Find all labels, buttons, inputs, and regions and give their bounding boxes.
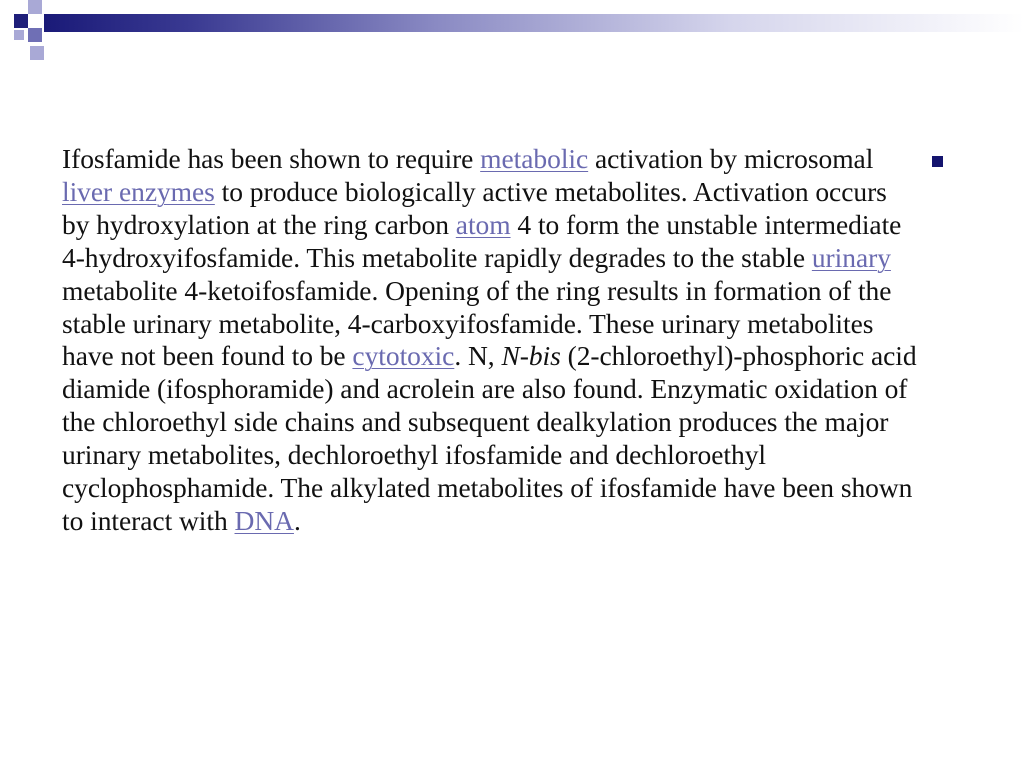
text-segment: Ifosfamide has been shown to require: [62, 143, 481, 174]
slide-body-text: [62, 143, 920, 538]
header-square-light: [28, 0, 42, 14]
link-metabolic[interactable]: metabolic: [480, 143, 589, 174]
text-segment: 4 to form the unstable intermediate 4-hydroxyifosfamide. This metabolite rapidly degrades to the stable: [62, 208, 902, 273]
link-cytotoxic[interactable]: cytotoxic: [352, 340, 455, 372]
link-urinary[interactable]: urinary: [811, 241, 891, 273]
bullet-square-icon: [932, 156, 943, 167]
text-segment: (2-chloroethyl)-phosphoric acid diamide (ifosphoramide) and acrolein are also found. Enzymatic oxidation of the chloroethyl side chains and subsequent dealkylation produces the major urinary metabolites, dechloroethyl ifosfamide and dechloroethyl cyclophosphamide. The alkylated metabolites of ifosfamide have been shown to interact with: [62, 340, 917, 536]
slide-header-decoration: [0, 0, 1024, 70]
header-square-light: [14, 30, 24, 40]
italic-n-bis: N-bis: [501, 340, 561, 372]
link-liver-enzymes[interactable]: liver enzymes: [62, 175, 215, 207]
header-square-light: [30, 46, 44, 60]
text-segment: .: [293, 504, 301, 536]
text-segment: to produce biologically active metabolites. Activation occurs by hydroxylation at the ring carbon: [62, 175, 887, 240]
text-segment: metabolite 4-ketoifosfamide. Opening of the ring results in formation of the stable urinary metabolite, 4-carboxyifosfamide. These urinary metabolites have not been found to be: [62, 274, 892, 372]
link-atom[interactable]: atom: [455, 208, 511, 240]
text-segment: . N,: [454, 340, 502, 372]
header-gradient-bar: [44, 14, 1024, 32]
link-dna[interactable]: DNA: [234, 504, 294, 536]
text-segment: activation by microsomal: [588, 143, 874, 174]
header-square-mid: [28, 28, 42, 42]
header-square-dark: [14, 14, 28, 28]
